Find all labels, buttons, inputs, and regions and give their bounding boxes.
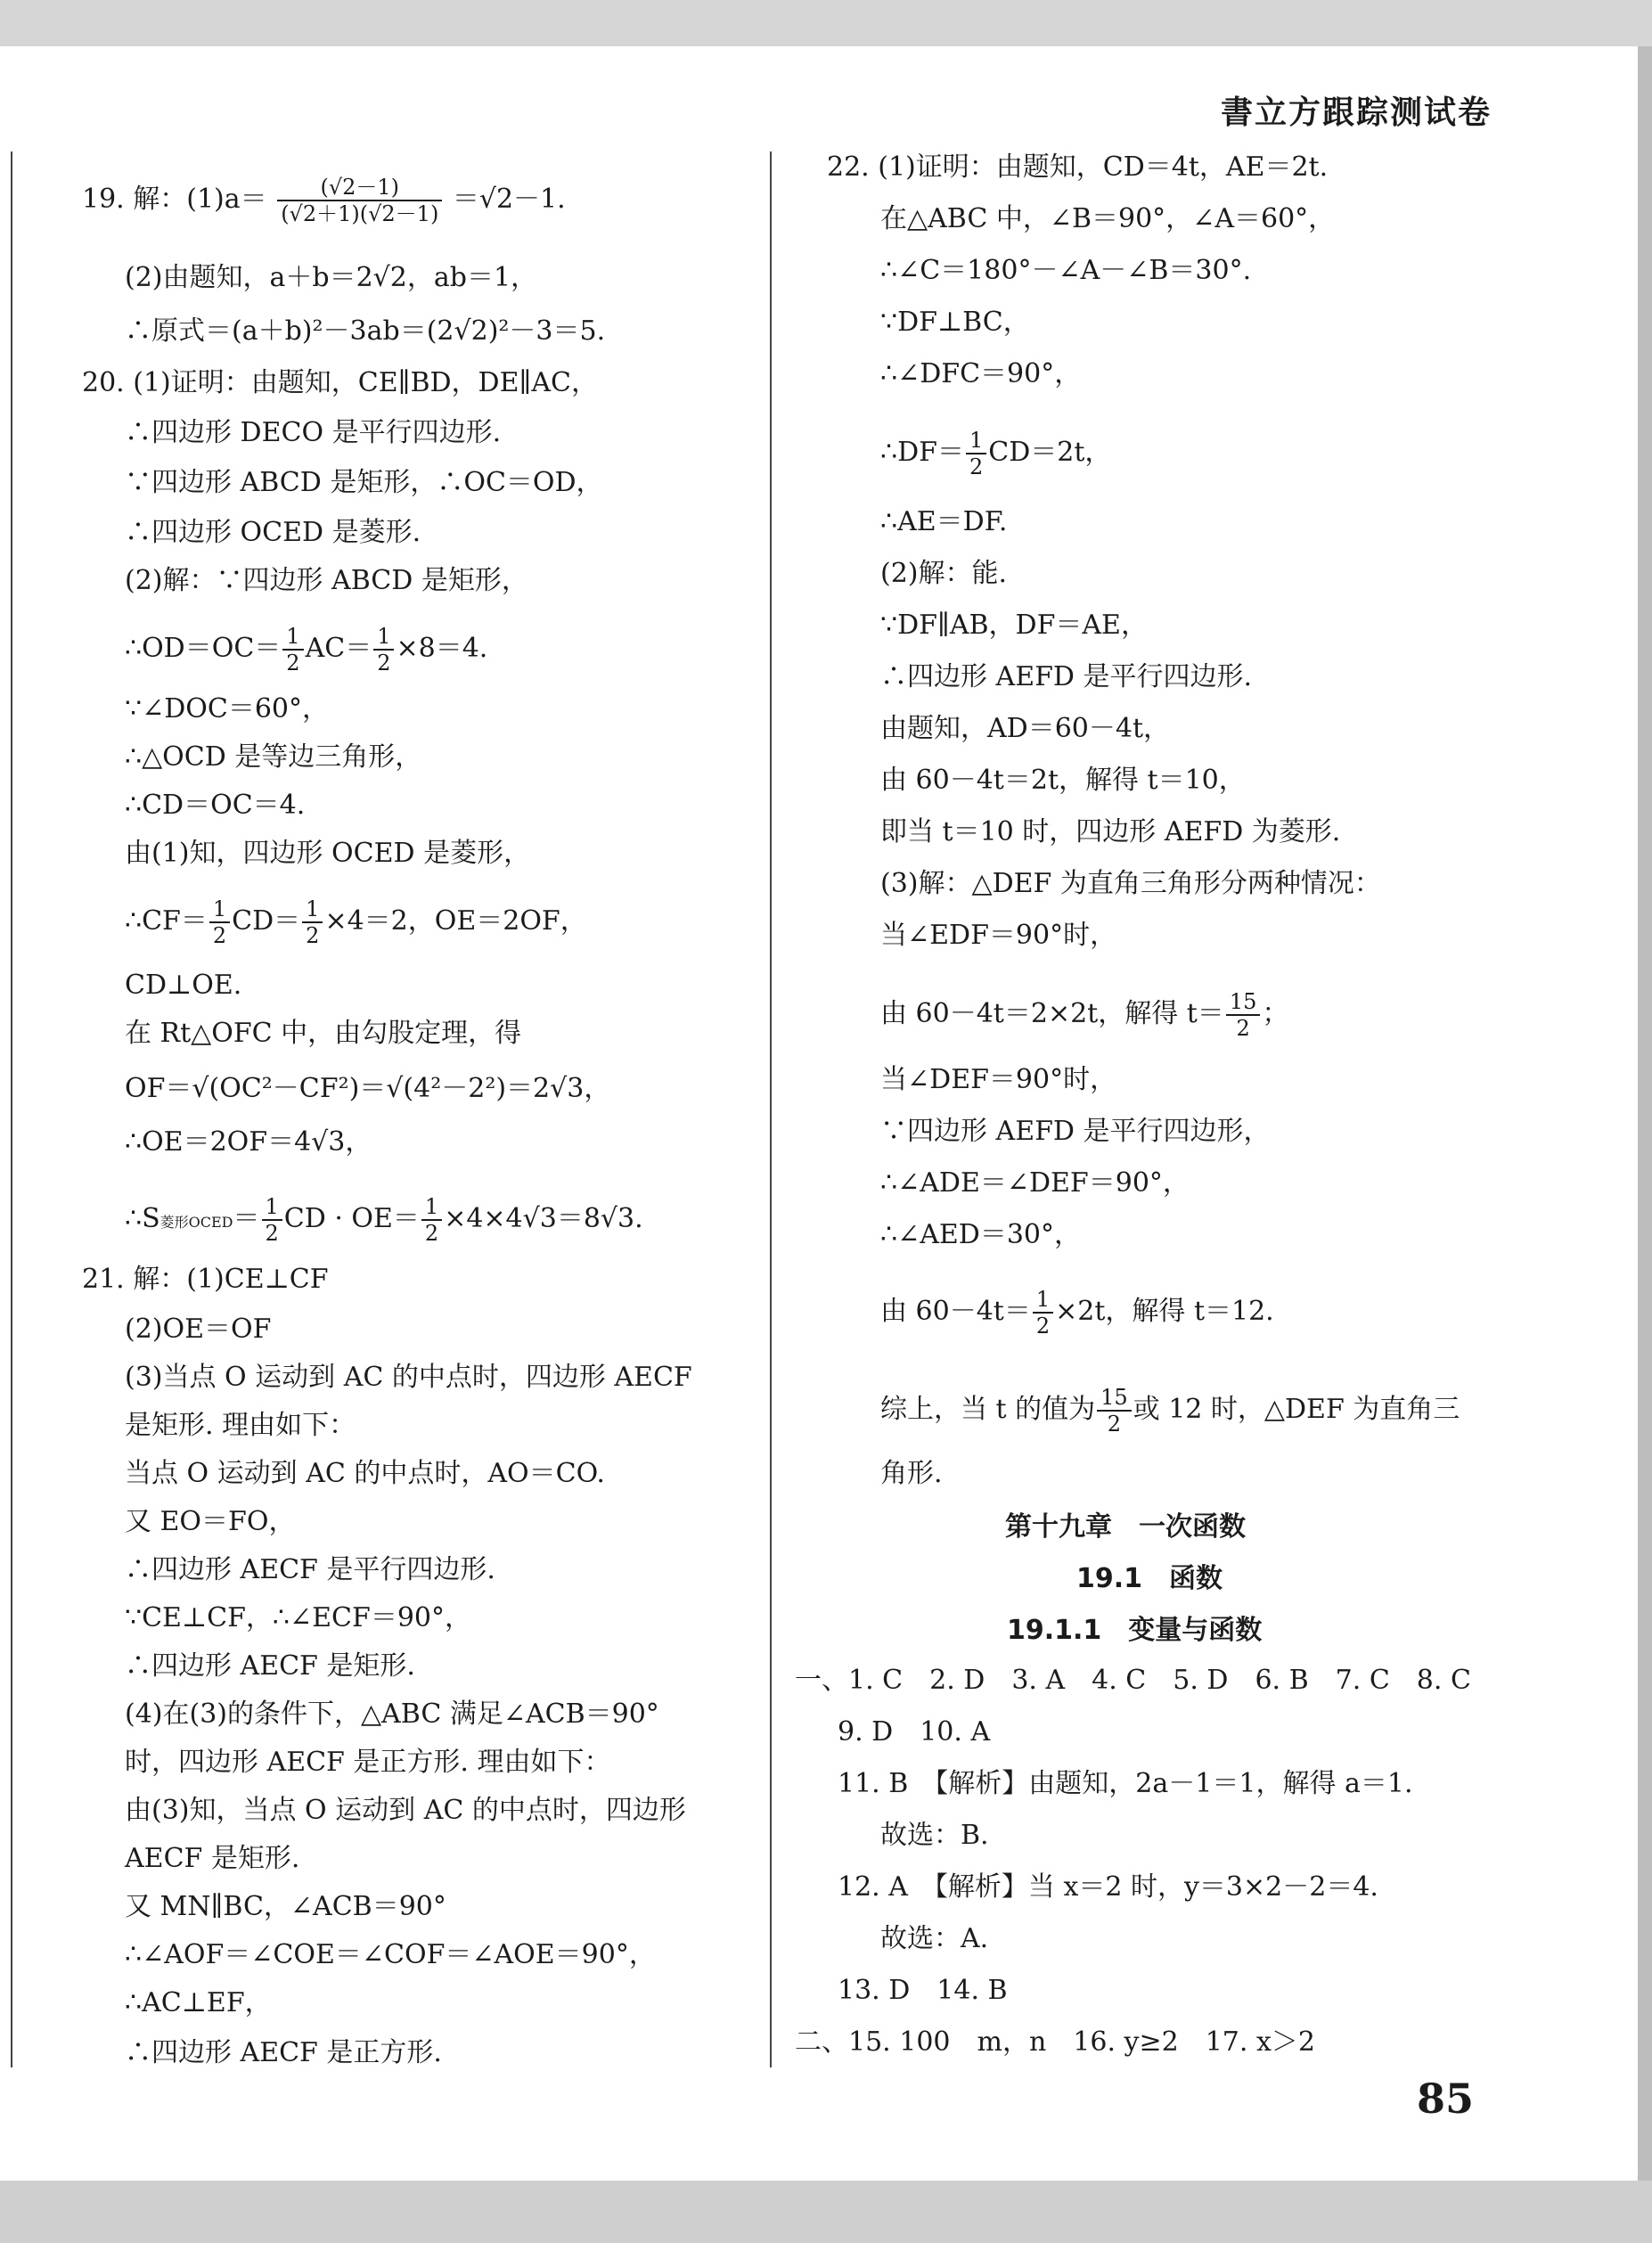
text-line: (4)在(3)的条件下，△ABC 满足∠ACB＝90° — [125, 1699, 659, 1730]
text-line: (2)解：能. — [880, 558, 1008, 589]
text-line: 角形. — [880, 1458, 943, 1489]
text-line: CD⊥OE. — [125, 970, 242, 1001]
text-line: ∴S菱形OCED＝ $\frac{1}{2}$ CD · OE＝ $\frac{1}{2}$ ×4×4√3＝8√3. — [125, 1194, 643, 1246]
text-line: OF＝√(OC²－CF²)＝√(4²－2²)＝2√3， — [125, 1073, 611, 1104]
text-line: (2)解：∵四边形 ABCD 是矩形， — [125, 565, 528, 596]
text-line: ∴△OCD 是等边三角形， — [125, 741, 422, 773]
left-margin-rule — [11, 151, 12, 2067]
scan-bottom-band — [0, 2181, 1652, 2243]
text-line: ∴∠C＝180°－∠A－∠B＝30°. — [880, 255, 1252, 286]
text-line: 时，四边形 AECF 是正方形. 理由如下： — [125, 1747, 611, 1778]
text-line: 由题知，AD＝60－4t， — [880, 713, 1171, 744]
text-line: ∴原式＝(a＋b)²－3ab＝(2√2)²－3＝5. — [125, 315, 606, 347]
text-line: ∴四边形 AECF 是矩形. — [125, 1650, 415, 1682]
answer-row: 9. D 10. A — [838, 1716, 991, 1748]
chapter-heading: 第十九章 一次函数 — [1005, 1511, 1246, 1543]
text-line: 由(3)知，当点 O 运动到 AC 的中点时，四边形 — [125, 1795, 686, 1826]
q19-line-1: 19. 解：(1)a＝ $\frac{(√2-1)}{(√2+1)(√2-1)}$ ＝√2－1. — [82, 175, 566, 226]
fraction: $\frac{(√2-1)}{(√2+1)(√2-1)}$ — [277, 175, 442, 226]
text-line: ∴OE＝2OF＝4√3， — [125, 1126, 372, 1158]
answer-row: 12. A 【解析】当 x＝2 时，y＝3×2－2＝4. — [838, 1871, 1378, 1903]
text-line: 当∠DEF＝90°时， — [880, 1064, 1117, 1095]
text-line: 在△ABC 中，∠B＝90°，∠A＝60°， — [880, 203, 1336, 234]
column-divider — [770, 151, 772, 2067]
answer-row: 一、1. C 2. D 3. A 4. C 5. D 6. B 7. C 8. C — [795, 1665, 1471, 1696]
text-line: ∴∠DFC＝90°， — [880, 358, 1082, 389]
text-line: ∴DF＝ $\frac{1}{2}$ CD＝2t， — [880, 428, 1112, 479]
q21-line-1: 21. 解：(1)CE⊥CF — [82, 1264, 329, 1295]
text-line: AECF 是矩形. — [125, 1843, 300, 1874]
text-line: ∴OD＝OC＝ $\frac{1}{2}$ AC＝ $\frac{1}{2}$ ×8＝4. — [125, 624, 488, 675]
text-line: (2)由题知，a＋b＝2√2，ab＝1， — [125, 262, 538, 293]
text-line: ∵四边形 AEFD 是平行四边形， — [880, 1116, 1271, 1147]
text-line: ∴CF＝ $\frac{1}{2}$ CD＝ $\frac{1}{2}$ ×4＝2，OE＝2OF， — [125, 896, 587, 948]
text-line: ∴AC⊥EF， — [125, 1987, 272, 2018]
text-line: 当∠EDF＝90°时， — [880, 920, 1117, 951]
text-line: 又 EO＝FO， — [125, 1506, 296, 1537]
text-line: ∴四边形 AEFD 是平行四边形. — [880, 661, 1253, 692]
fraction: $\frac{1}{2}$ — [421, 1194, 442, 1246]
fraction: $\frac{1}{2}$ — [966, 428, 986, 479]
subsection-heading: 19.1.1 变量与函数 — [1007, 1615, 1263, 1646]
text-line: (3)解：△DEF 为直角三角形分两种情况： — [880, 868, 1381, 899]
text-line: 由 60－4t＝ $\frac{1}{2}$ ×2t，解得 t＝12. — [880, 1287, 1274, 1338]
text-line: ∵DF∥AB，DF＝AE， — [880, 610, 1148, 641]
text-line: 当点 O 运动到 AC 的中点时，AO＝CO. — [125, 1458, 605, 1489]
q22-line-1: 22. (1)证明：由题知，CD＝4t，AE＝2t. — [827, 151, 1329, 183]
text-line: 即当 t＝10 时，四边形 AEFD 为菱形. — [880, 816, 1341, 847]
text-line: 由 60－4t＝2×2t，解得 t＝ $\frac{15}{2}$ ； — [880, 989, 1289, 1041]
text-line: 在 Rt△OFC 中，由勾股定理，得 — [125, 1018, 522, 1049]
text-line: ∵CE⊥CF，∴∠ECF＝90°， — [125, 1602, 471, 1633]
text-line: 由 60－4t＝2t，解得 t＝10， — [880, 765, 1246, 796]
fraction: $\frac{1}{2}$ — [209, 896, 230, 948]
text-line: ∴AE＝DF. — [880, 506, 1008, 537]
text-line: ∴∠ADE＝∠DEF＝90°， — [880, 1167, 1190, 1199]
text-line: 是矩形. 理由如下： — [125, 1410, 356, 1441]
section-heading: 19.1 函数 — [1076, 1563, 1223, 1594]
fraction: $\frac{15}{2}$ — [1097, 1385, 1132, 1437]
text-line: ∴CD＝OC＝4. — [125, 790, 306, 821]
text-line: 综上，当 t 的值为 $\frac{15}{2}$ 或 12 时，△DEF 为直角三 — [880, 1385, 1460, 1437]
text-line: ∵四边形 ABCD 是矩形，∴OC＝OD， — [125, 467, 603, 498]
text-line: 又 MN∥BC，∠ACB＝90° — [125, 1891, 446, 1922]
text-line: 由(1)知，四边形 OCED 是菱形， — [125, 838, 531, 869]
fraction: $\frac{1}{2}$ — [373, 624, 394, 675]
fraction: $\frac{1}{2}$ — [262, 1194, 282, 1246]
page-number: 85 — [1417, 2075, 1475, 2123]
fraction: $\frac{1}{2}$ — [282, 624, 303, 675]
fraction: $\frac{1}{2}$ — [302, 896, 323, 948]
text-line: ∴四边形 AECF 是平行四边形. — [125, 1554, 495, 1585]
text-line: 故选：A. — [880, 1923, 989, 1954]
header-title: 書立方跟踪测试卷 — [1220, 94, 1492, 131]
text-line: ∴四边形 DECO 是平行四边形. — [125, 417, 502, 448]
text-line: ∴∠AOF＝∠COE＝∠COF＝∠AOE＝90°， — [125, 1939, 656, 1970]
answer-row: 11. B 【解析】由题知，2a－1＝1，解得 a＝1. — [838, 1768, 1413, 1799]
text-line: 故选：B. — [880, 1820, 989, 1851]
text-line: ∵∠DOC＝60°， — [125, 693, 329, 724]
fraction: $\frac{15}{2}$ — [1226, 989, 1261, 1041]
text-line: ∵DF⊥BC， — [880, 307, 1030, 338]
text-line: ∴∠AED＝30°， — [880, 1219, 1082, 1250]
q20-line-1: 20. (1)证明：由题知，CE∥BD，DE∥AC， — [82, 367, 598, 398]
answer-row: 二、15. 100 m，n 16. y≥2 17. x＞2 — [795, 2026, 1315, 2058]
answer-row: 13. D 14. B — [838, 1975, 1008, 2006]
text-line: ∴四边形 OCED 是菱形. — [125, 517, 421, 548]
fraction: $\frac{1}{2}$ — [1033, 1287, 1053, 1338]
page-edge-shadow — [1638, 46, 1652, 2181]
text-line: (3)当点 O 运动到 AC 的中点时，四边形 AECF — [125, 1362, 692, 1393]
text-line: ∴四边形 AECF 是正方形. — [125, 2037, 442, 2068]
text-line: (2)OE＝OF — [125, 1314, 272, 1345]
